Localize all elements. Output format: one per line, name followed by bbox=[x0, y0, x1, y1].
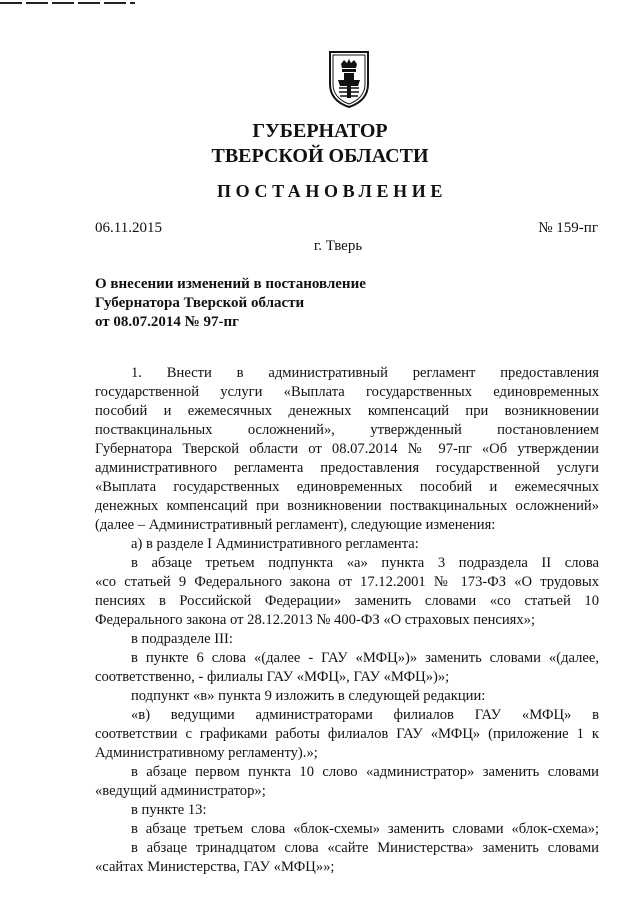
body-line: административного регламента предоставления государственной услуги bbox=[95, 460, 599, 476]
body-line: Административному регламенту).»; bbox=[95, 745, 318, 761]
document-subject bbox=[95, 275, 366, 332]
body-line: пенсиях в Российской Федерации» заменить словами «со статьей 10 bbox=[95, 593, 599, 609]
body-line: «сайтах Министерства, ГАУ «МФЦ»»; bbox=[95, 859, 335, 875]
body-line: в абзаце третьем подпункта «а» пункта 3 подраздела II слова bbox=[131, 555, 599, 571]
body-line: соответственно, - филиалы ГАУ «МФЦ», ГАУ «МФЦ»)»; bbox=[95, 669, 450, 685]
body-line: денежных компенсаций при возникновении поствакцинальных осложнений» bbox=[95, 498, 599, 514]
governor-title: ГУБЕРНАТОР bbox=[252, 120, 388, 142]
body-line: «в) ведущими администраторами филиалов ГАУ «МФЦ» в bbox=[131, 707, 599, 723]
region-title: ТВЕРСКОЙ ОБЛАСТИ bbox=[211, 145, 429, 167]
subject-line: Губернатора Тверской области bbox=[95, 295, 305, 311]
body-line: в пункте 13: bbox=[131, 802, 207, 818]
body-line: в абзаце первом пункта 10 слово «администратор» заменить словами bbox=[131, 764, 599, 780]
body-line: поствакцинальных осложнений», утвержденный постановлением bbox=[95, 422, 599, 438]
body-line: Губернатора Тверской области от 08.07.2014 № 97-пг «Об утверждении bbox=[95, 441, 599, 457]
document-body bbox=[95, 364, 599, 877]
body-line: «Выплата государственных единовременных пособий и ежемесячных bbox=[95, 479, 599, 495]
body-line: «ведущий администратор»; bbox=[95, 783, 266, 799]
tver-coat-of-arms-icon bbox=[328, 50, 370, 108]
scan-artifact-line bbox=[0, 2, 135, 4]
subject-line: О внесении изменений в постановление bbox=[95, 276, 366, 292]
body-line: соответствии с графиками работы филиалов ГАУ «МФЦ» (приложение 1 к bbox=[95, 726, 599, 742]
body-line: государственной услуги «Выплата государственных единовременных bbox=[95, 384, 599, 400]
body-line: в подразделе III: bbox=[131, 631, 233, 647]
subject-line: от 08.07.2014 № 97-пг bbox=[95, 314, 239, 330]
document-type: ПОСТАНОВЛЕНИЕ bbox=[217, 181, 447, 201]
body-line: в абзаце тринадцатом слова «сайте Министерства» заменить словами bbox=[131, 840, 599, 856]
document-number: № 159-пг bbox=[538, 220, 598, 236]
body-line: в абзаце третьем слова «блок-схемы» заменить словами «блок-схема»; bbox=[131, 821, 599, 837]
body-line: 1. Внести в административный регламент предоставления bbox=[131, 365, 599, 381]
body-line: пособий и ежемесячных денежных компенсаций при возникновении bbox=[95, 403, 599, 419]
document-date: 06.11.2015 bbox=[95, 220, 162, 236]
document-city: г. Тверь bbox=[313, 238, 363, 254]
body-line: Федерального закона от 28.12.2013 № 400-ФЗ «О страховых пенсиях»; bbox=[95, 612, 536, 628]
body-line: (далее – Административный регламент), следующие изменения: bbox=[95, 517, 496, 533]
body-line: «со статьей 9 Федерального закона от 17.12.2001 № 173-ФЗ «О трудовых bbox=[95, 574, 599, 590]
body-line: подпункт «в» пункта 9 изложить в следующей редакции: bbox=[131, 688, 486, 704]
body-line: а) в разделе I Административного регламента: bbox=[131, 536, 419, 552]
body-line: в пункте 6 слова «(далее - ГАУ «МФЦ»)» заменить словами «(далее, bbox=[131, 650, 599, 666]
